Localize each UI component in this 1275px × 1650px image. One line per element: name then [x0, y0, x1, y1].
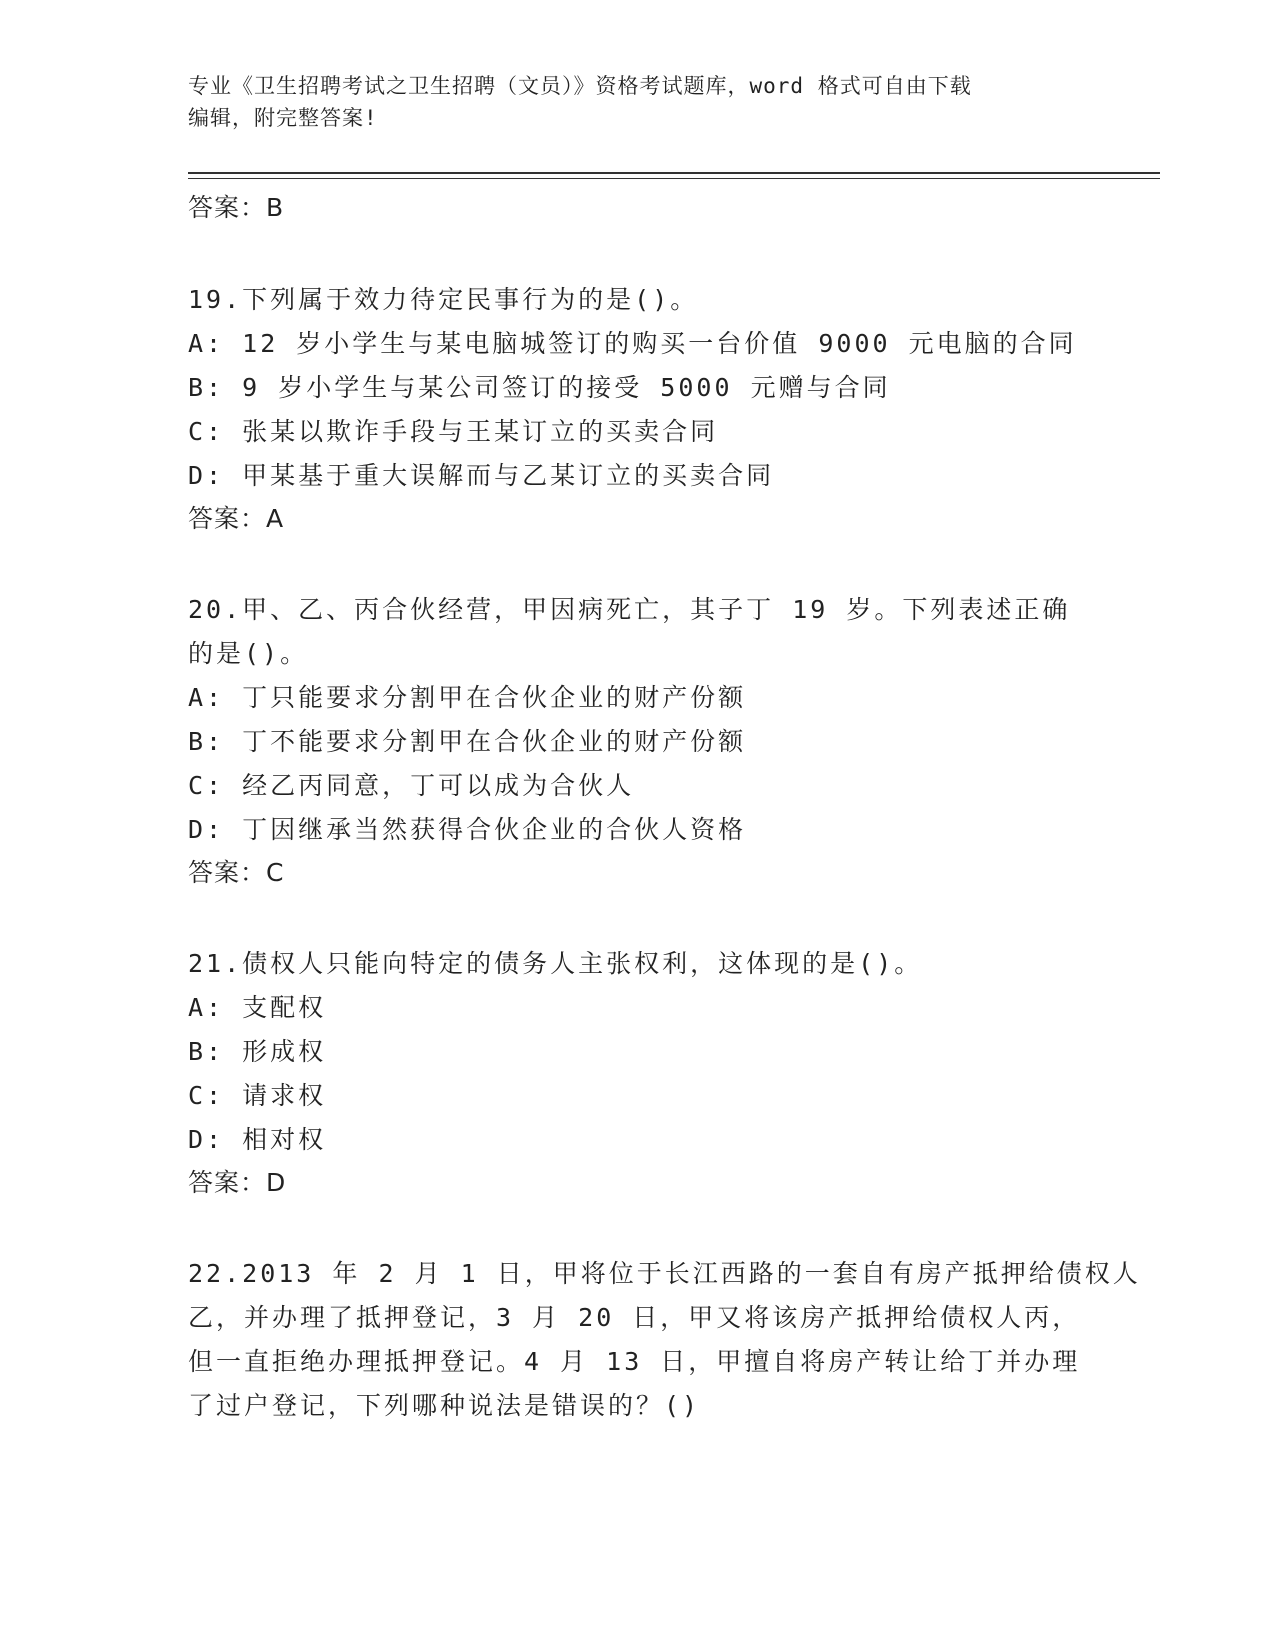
q19-option-b: B: 9 岁小学生与某公司签订的接受 5000 元赠与合同 — [188, 373, 891, 402]
q20-option-c: C: 经乙丙同意，丁可以成为合伙人 — [188, 771, 635, 800]
header-rule-top — [188, 172, 1160, 174]
q21-answer: 答案：D — [188, 1168, 287, 1197]
q18-answer: 答案：B — [188, 193, 285, 222]
q21-option-c: C: 请求权 — [188, 1081, 327, 1110]
q19-stem: 19.下列属于效力待定民事行为的是()。 — [188, 285, 699, 314]
q20-answer: 答案：C — [188, 858, 285, 887]
q21-option-a: A: 支配权 — [188, 993, 327, 1022]
q20-stem-line-2: 的是()。 — [188, 639, 309, 668]
q21-stem: 21.债权人只能向特定的债务人主张权利，这体现的是()。 — [188, 949, 923, 978]
q19-option-d: D: 甲某基于重大误解而与乙某订立的买卖合同 — [188, 461, 775, 490]
header-line-2: 编辑，附完整答案! — [188, 106, 378, 130]
q22-stem-line-3: 但一直拒绝办理抵押登记。4 月 13 日，甲擅自将房产转让给丁并办理 — [188, 1347, 1081, 1376]
q21-option-b: B: 形成权 — [188, 1037, 327, 1066]
q19-option-a: A: 12 岁小学生与某电脑城签订的购买一台价值 9000 元电脑的合同 — [188, 329, 1077, 358]
q20-option-b: B: 丁不能要求分割甲在合伙企业的财产份额 — [188, 727, 747, 756]
header-rule-bottom — [188, 178, 1160, 179]
q20-option-d: D: 丁因继承当然获得合伙企业的合伙人资格 — [188, 815, 747, 844]
q21-option-d: D: 相对权 — [188, 1125, 327, 1154]
header-line-1: 专业《卫生招聘考试之卫生招聘（文员）》资格考试题库，word 格式可自由下载 — [188, 74, 972, 98]
q19-answer: 答案：A — [188, 504, 285, 533]
q19-option-c: C: 张某以欺诈手段与王某订立的买卖合同 — [188, 417, 719, 446]
q22-stem-line-1: 22.2013 年 2 月 1 日，甲将位于长江西路的一套自有房产抵押给债权人 — [188, 1259, 1141, 1288]
q22-stem-line-4: 了过户登记，下列哪种说法是错误的？() — [188, 1391, 701, 1420]
q20-option-a: A: 丁只能要求分割甲在合伙企业的财产份额 — [188, 683, 747, 712]
q20-stem-line-1: 20.甲、乙、丙合伙经营，甲因病死亡，其子丁 19 岁。下列表述正确 — [188, 595, 1071, 624]
q22-stem-line-2: 乙，并办理了抵押登记，3 月 20 日，甲又将该房产抵押给债权人丙， — [188, 1303, 1081, 1332]
